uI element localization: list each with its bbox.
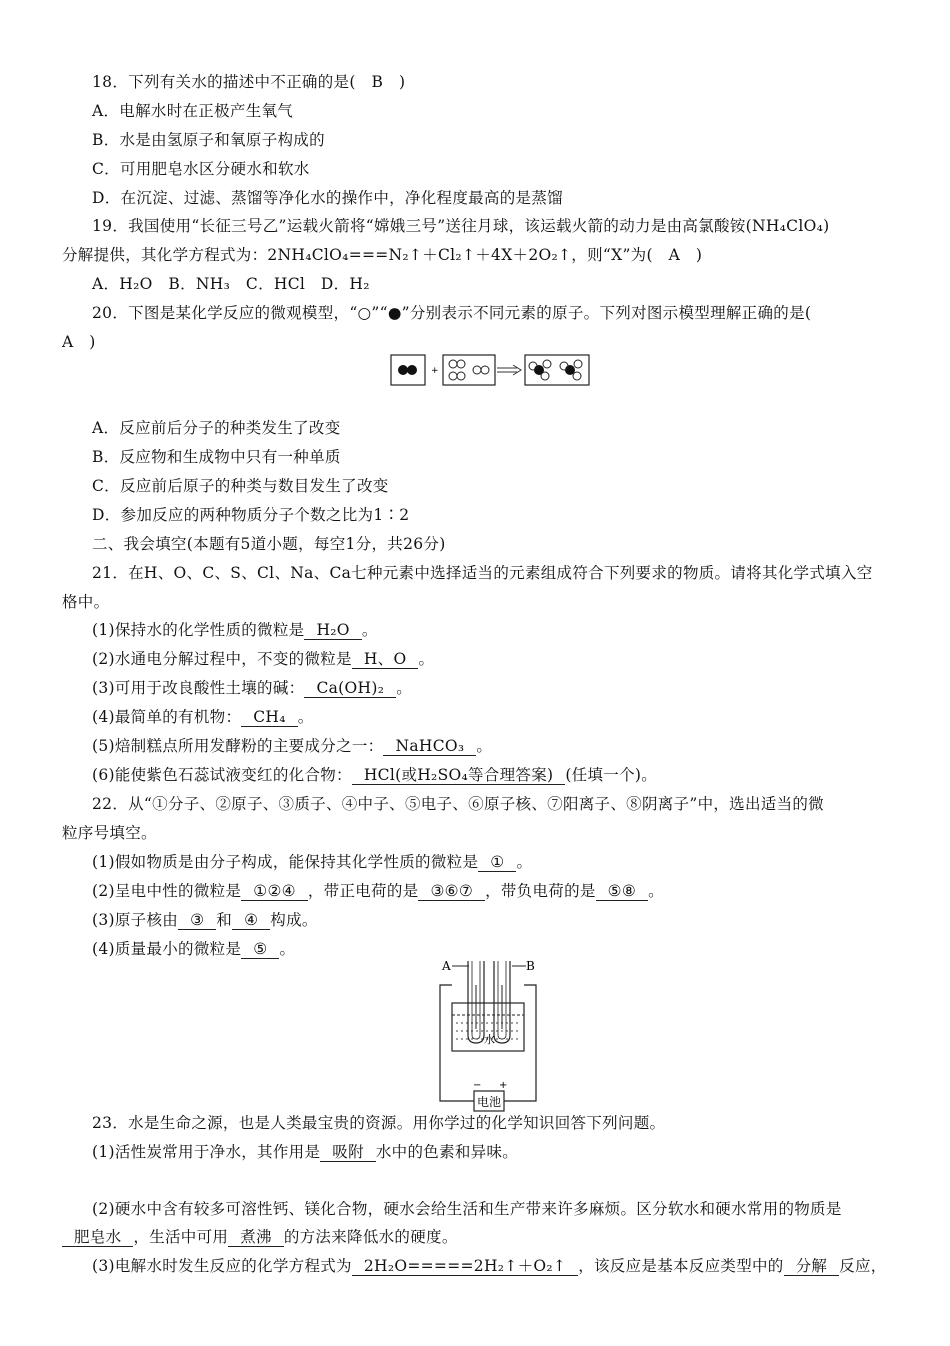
q18-option-c: C．可用肥皂水区分硬水和软水 — [92, 160, 310, 178]
white-atom — [543, 360, 551, 368]
black-atom — [407, 365, 417, 375]
q22-item-4-prompt: (4)质量最小的微粒是 — [92, 940, 242, 958]
q21-item-5-suffix: 。 — [476, 737, 493, 755]
q21-stem-line1: 21．在H、O、C、S、Cl、Na、Ca七种元素中选择适当的元素组成符合下列要求的物质。请将其化学式填入空 — [92, 564, 873, 582]
q23-item-2-line1: (2)硬水中含有较多可溶性钙、镁化合物，硬水会给生活和生产带来许多麻烦。区分软水和硬水常用的物质是 — [92, 1200, 842, 1218]
q23-item-2-answer-1: 肥皂水 — [62, 1228, 133, 1247]
q21-item-3-suffix: 。 — [396, 679, 413, 697]
q23-item-2-mid: ，生活中可用 — [133, 1228, 229, 1246]
q22-item-1-suffix: 。 — [516, 853, 533, 871]
q19-stem-line1: 19．我国使用“长征三号乙”运载火箭将“嫦娥三号”送往月球，该运载火箭的动力是由高氯酸铵(NH₄ClO₄) — [92, 217, 830, 235]
q23-item-3-mid: ，该反应是基本反应类型中的 — [578, 1257, 784, 1275]
q19-stem-line2: 分解提供，其化学方程式为：2NH₄ClO₄===N₂↑＋Cl₂↑＋4X＋2O₂↑，则“X”为( A ) — [62, 246, 703, 264]
white-atom — [541, 372, 549, 380]
q22-item-3-mid: 和 — [216, 911, 233, 929]
q21-item-6-answer: HCl(或H₂SO₄等合理答案) — [352, 766, 566, 785]
white-atom — [574, 360, 582, 368]
q20-option-d: D．参加反应的两种物质分子个数之比为1∶2 — [92, 506, 410, 524]
q21-item-4 — [92, 707, 314, 727]
white-atom — [449, 372, 457, 380]
q21-item-3-answer: Ca(OH)₂ — [304, 679, 396, 698]
q23-item-1-answer: 吸附 — [320, 1143, 376, 1162]
q21-item-2-answer: H、O — [352, 650, 419, 669]
q23-item-3-prompt: (3)电解水时发生反应的化学方程式为 — [92, 1257, 352, 1275]
q22-item-2-prompt: (2)呈电中性的微粒是 — [92, 882, 242, 900]
q20-option-c: C．反应前后原子的种类与数目发生了改变 — [92, 477, 389, 495]
q18-option-a: A．电解水时在正极产生氧气 — [92, 102, 294, 120]
q22-item-2-suffix: 。 — [648, 882, 664, 900]
q21-item-4-answer: CH₄ — [241, 708, 298, 727]
q21-item-5-prompt: (5)焙制糕点所用发酵粉的主要成分之一： — [92, 737, 384, 755]
q20-stem-line1: 20．下图是某化学反应的微观模型，“○”“●”分别表示不同元素的原子。下列对图示模型理解正确的是( — [92, 304, 812, 322]
q22-item-1-prompt: (1)假如物质是由分子构成，能保持其化学性质的微粒是 — [92, 853, 479, 871]
q21-item-1-answer: H₂O — [304, 621, 361, 640]
q23-item-1 — [92, 1142, 518, 1162]
q23-stem: 23．水是生命之源，也是人类最宝贵的资源。用你学过的化学知识回答下列问题。 — [92, 1114, 666, 1132]
white-atom — [457, 372, 465, 380]
q21-item-5-answer: NaHCO₃ — [383, 737, 476, 756]
q22-item-4-answer: ⑤ — [241, 940, 279, 959]
q20-option-b: B．反应物和生成物中只有一种单质 — [92, 448, 341, 466]
q22-item-1 — [92, 852, 532, 872]
q21-item-2-suffix: 。 — [418, 650, 435, 668]
q22-item-4-suffix: 。 — [279, 940, 296, 958]
q21-item-6 — [92, 765, 657, 785]
q23-item-1-suffix: 水中的色素和异味。 — [375, 1143, 519, 1161]
q20-option-a: A．反应前后分子的种类发生了改变 — [92, 419, 341, 437]
reaction-arrow — [497, 365, 521, 375]
q21-item-2-prompt: (2)水通电分解过程中，不变的微粒是 — [92, 650, 352, 668]
q21-item-4-suffix: 。 — [297, 708, 314, 726]
q22-item-3-suffix: 构成。 — [270, 911, 318, 929]
q21-item-3-prompt: (3)可用于改良酸性土壤的碱： — [92, 679, 305, 697]
q21-item-1-prompt: (1)保持水的化学性质的微粒是 — [92, 621, 305, 639]
q22-item-3 — [92, 910, 318, 930]
q22-item-2-mid2: ，带负电荷的是 — [485, 882, 596, 900]
white-atom — [473, 366, 481, 374]
q22-item-2-answer-neutral: ①②④ — [241, 882, 308, 901]
label-b: B — [526, 959, 535, 973]
q22-item-2-mid1: ，带正电荷的是 — [307, 882, 419, 900]
white-atom — [481, 366, 489, 374]
q22-stem-line2: 粒序号填空。 — [62, 824, 157, 842]
label-a: A — [442, 959, 451, 973]
reaction-model-figure — [385, 352, 595, 388]
water-label: 水 — [484, 1033, 495, 1046]
q23-item-2-suffix: 的方法来降低水的硬度。 — [283, 1228, 458, 1246]
q22-item-2-answer-positive: ③⑥⑦ — [418, 882, 485, 901]
q22-item-3-prompt: (3)原子核由 — [92, 911, 179, 929]
electrolysis-apparatus-figure — [428, 955, 548, 1115]
q23-item-1-prompt: (1)活性炭常用于净水，其作用是 — [92, 1143, 321, 1161]
battery-plus: + — [499, 1080, 508, 1091]
white-atom — [529, 362, 537, 370]
battery-minus: − — [473, 1080, 482, 1091]
q22-stem-line1: 22．从“①分子、②原子、③质子、④中子、⑤电子、⑥原子核、⑦阳离子、⑧阴离子”中，选出适当的微 — [92, 795, 824, 813]
q22-item-2 — [92, 881, 664, 901]
q22-item-3-answer-2: ④ — [232, 911, 270, 930]
white-atom — [457, 360, 465, 368]
q22-item-3-answer-1: ③ — [178, 911, 216, 930]
q21-item-6-suffix: (任填一个)。 — [565, 766, 658, 784]
q19-options: A．H₂O B．NH₃ C．HCl D．H₂ — [92, 275, 370, 293]
white-atom — [449, 360, 457, 368]
white-atom — [560, 362, 568, 370]
q23-item-3-suffix: 反应， — [839, 1257, 887, 1275]
white-atom — [573, 372, 581, 380]
q21-item-2 — [92, 649, 434, 669]
q18-stem: 18．下列有关水的描述中不正确的是( B ) — [92, 73, 406, 91]
q22-item-1-answer: ① — [478, 853, 516, 872]
q23-item-3-answer-equation: 2H₂O=====2H₂↑＋O₂↑ — [352, 1257, 578, 1276]
q23-item-3 — [92, 1256, 887, 1276]
q21-stem-line2: 格中。 — [62, 593, 110, 611]
plus-sign: + — [431, 366, 439, 376]
q18-option-b: B．水是由氢原子和氧原子构成的 — [92, 131, 325, 149]
q23-item-3-answer-type: 分解 — [784, 1257, 840, 1276]
q21-item-1 — [92, 620, 378, 640]
q20-stem-line2: A ) — [62, 333, 96, 351]
q21-item-1-suffix: 。 — [361, 621, 378, 639]
black-atom — [398, 365, 408, 375]
q21-item-5 — [92, 736, 492, 756]
q23-item-2-line2 — [62, 1227, 458, 1247]
q22-item-2-answer-negative: ⑤⑧ — [596, 882, 648, 901]
q23-item-2-answer-2: 煮沸 — [228, 1228, 284, 1247]
q18-option-d: D．在沉淀、过滤、蒸馏等净化水的操作中，净化程度最高的是蒸馏 — [92, 189, 563, 207]
section-2-heading: 二、我会填空(本题有5道小题，每空1分，共26分) — [92, 535, 446, 553]
q21-item-3 — [92, 678, 412, 698]
q22-item-4 — [92, 939, 295, 959]
q21-item-4-prompt: (4)最简单的有机物： — [92, 708, 242, 726]
q21-item-6-prompt: (6)能使紫色石蕊试液变红的化合物： — [92, 766, 352, 784]
battery-label: 电池 — [477, 1095, 502, 1109]
reactant-box-2 — [443, 355, 495, 385]
